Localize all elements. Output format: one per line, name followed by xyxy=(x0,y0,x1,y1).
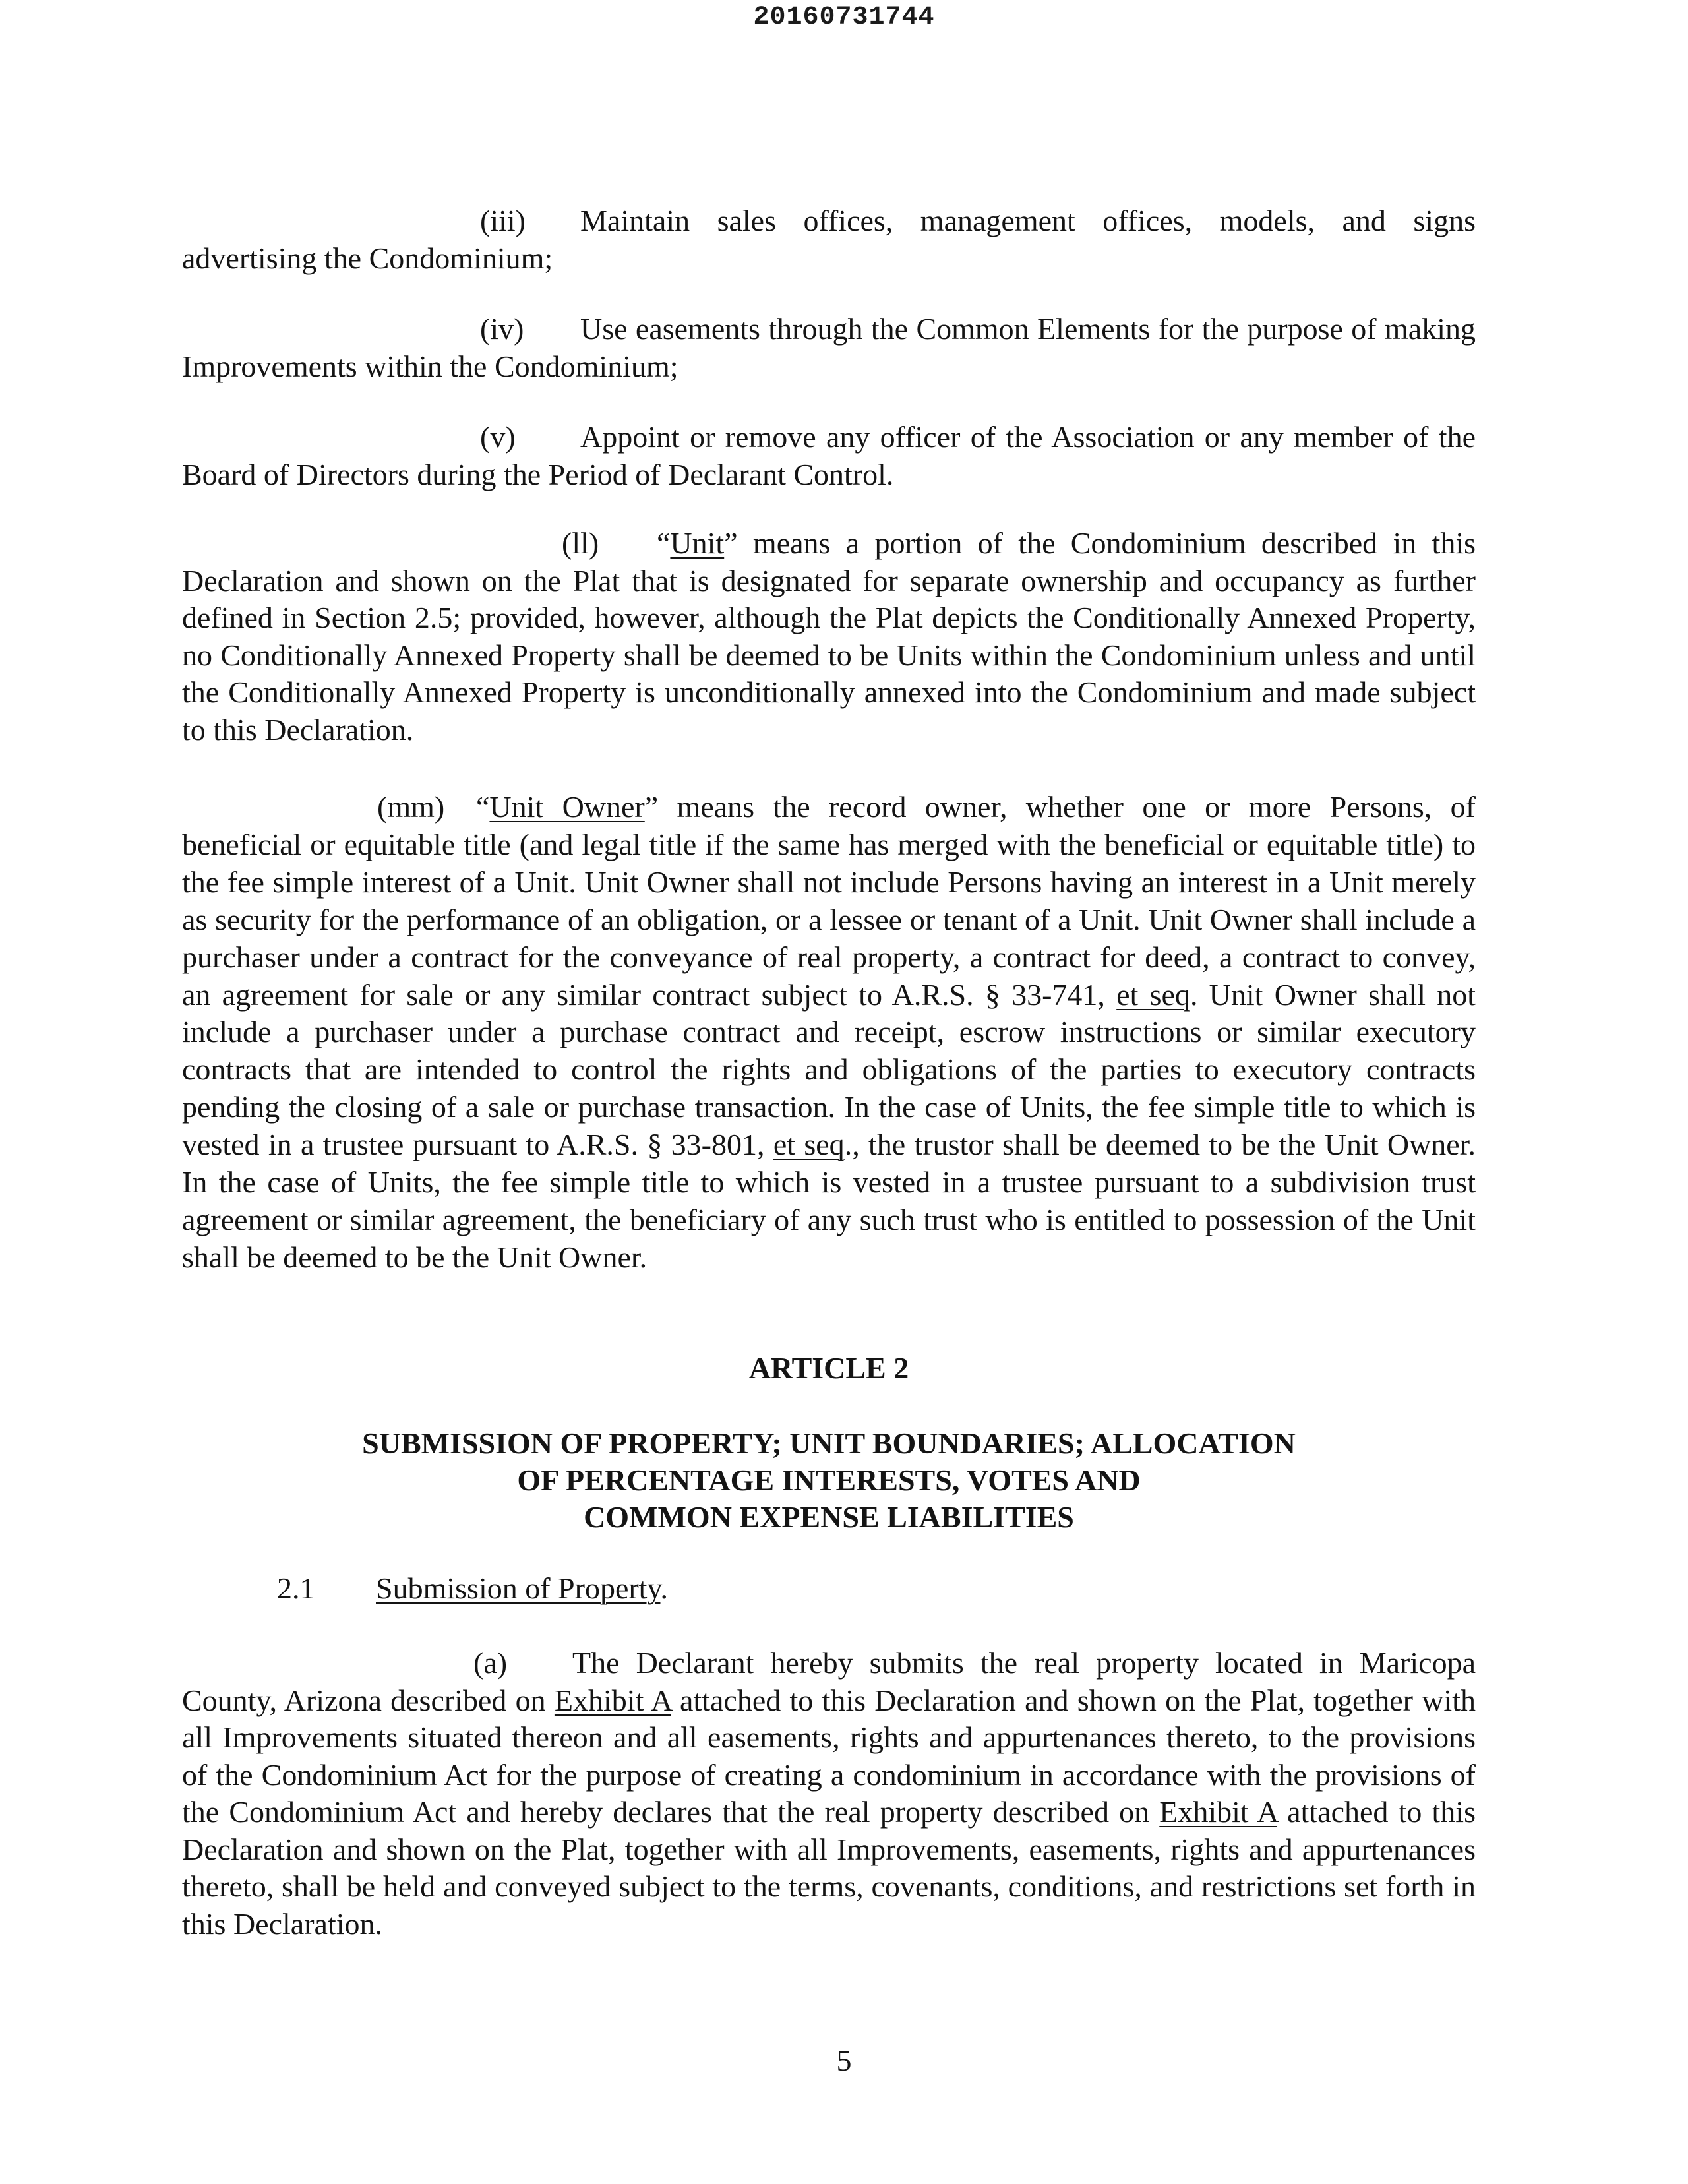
defined-term-unit: Unit xyxy=(670,526,725,560)
article-subtitle-line-1: SUBMISSION OF PROPERTY; UNIT BOUNDARIES; ALLOCATION xyxy=(362,1426,1296,1460)
paragraph-text: The Declarant hereby submits the real property located in Maricopa County, Arizona described on xyxy=(182,1646,1476,1717)
paragraph-label: (a) xyxy=(473,1646,508,1680)
exhibit-a-reference: Exhibit A xyxy=(554,1683,671,1717)
paragraph-label: (ll) xyxy=(562,526,599,560)
exhibit-a-reference: Exhibit A xyxy=(1159,1795,1278,1829)
paragraph-text: Appoint or remove any officer of the Association or any member of the Board of Directors during the Period of Declarant Control. xyxy=(182,420,1476,491)
paragraph-a-submission xyxy=(182,1645,1476,1943)
section-title: Submission of Property xyxy=(376,1571,661,1605)
et-seq-citation: et seq xyxy=(773,1128,845,1162)
paragraph-v xyxy=(182,418,1476,493)
section-number: 2.1 xyxy=(277,1571,315,1605)
close-quote: ” xyxy=(644,790,659,824)
paragraph-text: attached to this Declaration and shown on the Plat, together with all Improvements, easements, rights and appurtenances thereto, shall be held and conveyed subject to the terms, covenants, conditions, and restrictions set forth in this Declaration. xyxy=(182,1795,1476,1941)
paragraph-text: attached to this Declaration and shown on the Plat, together with all Improvements situated thereon and all easements, rights and appurtenances thereto, to the provisions of the Condominium Act for the purpose of creating a condominium in accordance with the provisions of the Condominium Act and hereby declares that the real property described on xyxy=(182,1683,1476,1829)
paragraph-label: (mm) xyxy=(377,790,445,824)
paragraph-text: means the record owner, whether one or more Persons, of beneficial or equitable title (and legal title if the same has merged with the beneficial or equitable title) to the fee simple interest of a Unit. Unit Owner shall not include Persons having an interest in a Unit merely as security for the performance of an obligation, or a lessee or tenant of a Unit. Unit Owner shall include a purchaser under a contract for the conveyance of real property, a contract for deed, a contract to convey, an agreement for sale or any similar contract subject to A.R.S. § 33-741, xyxy=(182,790,1476,1012)
article-subtitle-line-2: OF PERCENTAGE INTERESTS, VOTES AND xyxy=(517,1463,1141,1497)
paragraph-text: . Unit Owner shall not include a purchaser under a purchase contract and receipt, escrow instructions or similar executory contracts that are intended to control the rights and obligations of the parties to executory contracts pending the closing of a sale or purchase transaction. In the case of Units, the fee simple title to which is vested in a trustee pursuant to A.R.S. § 33-801, xyxy=(182,977,1476,1162)
paragraph-text: ., the trustor shall be deemed to be the Unit Owner. In the case of Units, the fee simple title to which is vested in a trustee pursuant to a subdivision trust agreement or similar agreement, the beneficiary of any such trust who is entitled to possession of the Unit shall be deemed to be the Unit Owner. xyxy=(182,1128,1476,1274)
paragraph-label: (v) xyxy=(480,420,516,454)
page-number: 5 xyxy=(836,2044,852,2077)
close-quote: ” xyxy=(724,526,738,560)
paragraph-label: (iii) xyxy=(480,204,526,237)
paragraph-mm-unit-owner-definition xyxy=(182,789,1476,1277)
paragraph-label: (iv) xyxy=(480,312,524,346)
paragraph-text: Maintain sales offices, management offices, models, and signs advertising the Condominium; xyxy=(182,204,1476,275)
open-quote: “ xyxy=(476,790,490,824)
defined-term-unit-owner: Unit Owner xyxy=(489,790,645,824)
section-2-1-heading xyxy=(277,1569,668,1607)
paragraph-iii xyxy=(182,202,1476,277)
section-title-period: . xyxy=(660,1571,668,1605)
paragraph-ll-unit-definition xyxy=(182,525,1476,748)
article-subtitle-line-3: COMMON EXPENSE LIABILITIES xyxy=(584,1500,1074,1534)
article-title: ARTICLE 2 xyxy=(748,1351,909,1385)
document-number-header: 20160731744 xyxy=(753,3,935,32)
open-quote: “ xyxy=(657,526,671,560)
paragraph-text: means a portion of the Condominium described in this Declaration and shown on the Plat that is designated for separate ownership and occupancy as further defined in Section 2.5; provided, however, although the Plat depicts the Conditionally Annexed Property, no Conditionally Annexed Property shall be deemed to be Units within the Condominium unless and until the Conditionally Annexed Property is unconditionally annexed into the Condominium and made subject to this Declaration. xyxy=(182,526,1476,746)
paragraph-text: Use easements through the Common Elements for the purpose of making Improvements within the Condominium; xyxy=(182,312,1476,383)
et-seq-citation: et seq xyxy=(1116,977,1190,1012)
paragraph-iv xyxy=(182,310,1476,385)
